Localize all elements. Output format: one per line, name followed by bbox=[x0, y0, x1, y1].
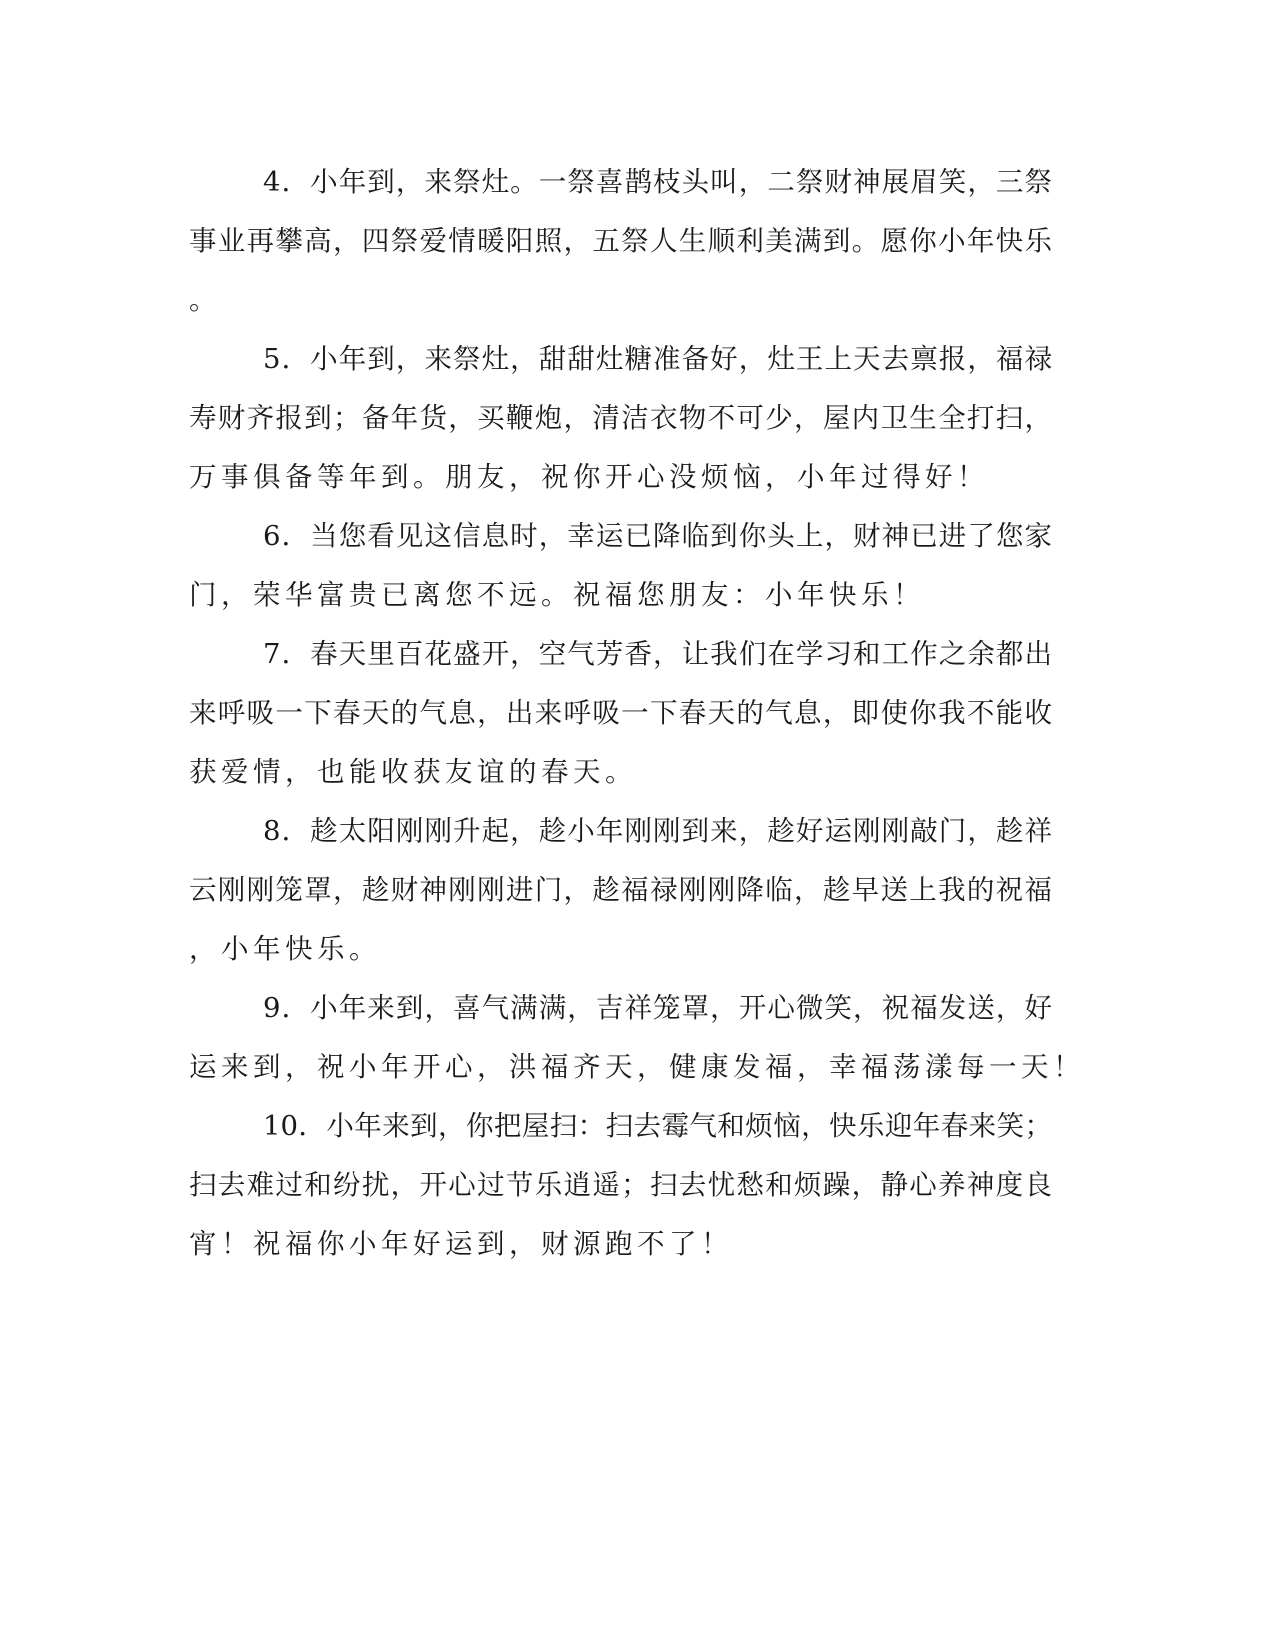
paragraph-8-line-2: 云刚刚笼罩，趁财神刚刚进门，趁福禄刚刚降临，趁早送上我的祝福 bbox=[189, 874, 1052, 906]
paragraph-10-line-2: 扫去难过和纷扰，开心过节乐逍遥；扫去忧愁和烦躁，静心养神度良 bbox=[189, 1169, 1052, 1201]
paragraph-5-line-2: 寿财齐报到；备年货，买鞭炮，清洁衣物不可少，屋内卫生全打扫， bbox=[189, 402, 1052, 434]
paragraph-8-line-3: ，小年快乐。 bbox=[189, 933, 381, 965]
paragraph-7-line-3: 获爱情，也能收获友谊的春天。 bbox=[189, 756, 637, 788]
paragraph-4-line-1: 4．小年到，来祭灶。一祭喜鹊枝头叫，二祭财神展眉笑，三祭 bbox=[263, 166, 1052, 198]
paragraph-7-line-2: 来呼吸一下春天的气息，出来呼吸一下春天的气息，即使你我不能收 bbox=[189, 697, 1052, 729]
paragraph-5-line-1: 5．小年到，来祭灶，甜甜灶糖准备好，灶王上天去禀报，福禄 bbox=[263, 343, 1052, 375]
paragraph-7-line-1: 7．春天里百花盛开，空气芳香，让我们在学习和工作之余都出 bbox=[263, 638, 1052, 670]
paragraph-4-line-2: 事业再攀高，四祭爱情暖阳照，五祭人生顺利美满到。愿你小年快乐 bbox=[189, 225, 1052, 257]
paragraph-10-line-1: 10．小年来到，你把屋扫：扫去霉气和烦恼，快乐迎年春来笑； bbox=[263, 1110, 1052, 1142]
paragraph-4-line-3: 。 bbox=[189, 284, 221, 316]
paragraph-9-line-2: 运来到，祝小年开心，洪福齐天，健康发福，幸福荡漾每一天！ bbox=[189, 1051, 1085, 1083]
paragraph-10-line-3: 宵！祝福你小年好运到，财源跑不了！ bbox=[189, 1228, 733, 1260]
paragraph-9-line-1: 9．小年来到，喜气满满，吉祥笼罩，开心微笑，祝福发送，好 bbox=[263, 992, 1052, 1024]
paragraph-8-line-1: 8．趁太阳刚刚升起，趁小年刚刚到来，趁好运刚刚敲门，趁祥 bbox=[263, 815, 1052, 847]
paragraph-5-line-3: 万事俱备等年到。朋友，祝你开心没烦恼，小年过得好！ bbox=[189, 461, 989, 493]
paragraph-6-line-1: 6．当您看见这信息时，幸运已降临到你头上，财神已进了您家 bbox=[263, 520, 1052, 552]
paragraph-6-line-2: 门，荣华富贵已离您不远。祝福您朋友：小年快乐！ bbox=[189, 579, 925, 611]
